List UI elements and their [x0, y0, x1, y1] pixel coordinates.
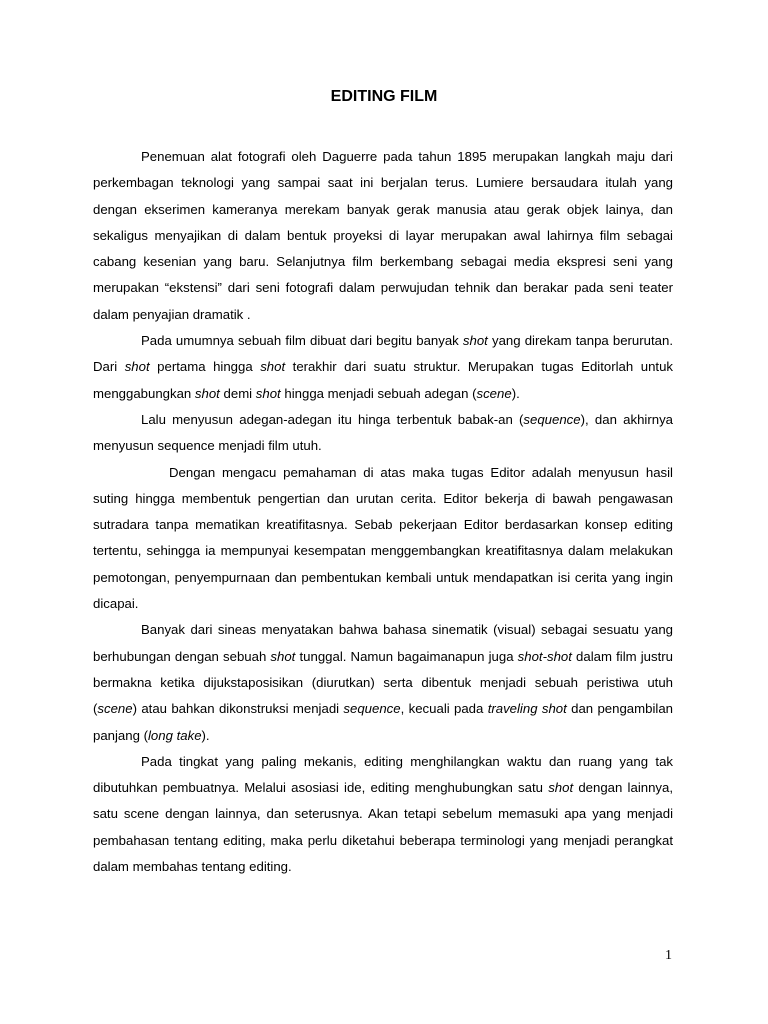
paragraph — [93, 144, 673, 328]
paragraph — [93, 460, 673, 618]
document-body — [93, 144, 673, 880]
italic-term: shot — [462, 333, 488, 349]
italic-term: sequence — [343, 701, 401, 717]
italic-term: sequence — [523, 411, 581, 427]
paragraph — [93, 407, 673, 460]
text-run: terakhir dari suatu struktur. Merupakan tugas Editorlah untuk menggabungkan — [93, 359, 673, 401]
page-number: 1 — [665, 948, 672, 963]
text-run: demi — [219, 385, 256, 401]
paragraph — [93, 749, 673, 880]
text-run: yang direkam tanpa berurutan. Dari — [93, 333, 673, 375]
document-title: EDITING FILM — [330, 88, 438, 105]
italic-term: scene — [97, 701, 133, 717]
text-run: dengan lainnya, satu scene dengan lainnya, dan seterusnya. Akan tetapi sebelum memasuki apa yang menjadi pembahasan tentang editing, maka perlu diketahui beberapa terminologi yang menjadi perangkat dalam membahas tentang editing. — [93, 780, 674, 875]
italic-term: scene — [476, 385, 512, 401]
italic-term: shot — [255, 385, 281, 401]
text-run: pertama hingga — [149, 359, 261, 375]
text-run: ), dan akhirnya menyusun sequence menjadi film utuh. — [93, 411, 674, 454]
text-run: Dengan mengacu pemahaman di atas maka tugas Editor adalah menyusun hasil suting hingga membentuk pengertian dan urutan cerita. Editor bekerja di bawah pengawasan sutradara tanpa mematikan kreatifitasnya. Sebab pekerjaan Editor berdasarkan konsep editing tertentu, sehingga ia mempunyai kesempatan menggembangkan kreatifitasnya dalam melakukan pemotongan, penyempurnaan dan pembentukan kembali untuk mendapatkan isi cerita yang ingin dicapai. — [93, 464, 673, 612]
text-run: ). — [511, 385, 520, 401]
text-run: Pada umumnya sebuah film dibuat dari begitu banyak — [141, 333, 463, 349]
paragraph — [93, 617, 673, 748]
text-run: Banyak dari sineas menyatakan bahwa bahasa sinematik (visual) sebagai sesuatu yang berhubungan dengan sebuah — [93, 622, 673, 664]
text-run: ) atau bahkan dikonstruksi menjadi — [132, 701, 344, 717]
italic-term: shot — [270, 648, 296, 664]
italic-term: long take — [148, 727, 202, 743]
text-run: Pada tingkat yang paling mekanis, editing menghilangkan waktu dan ruang yang tak dibutuhkan pembuatnya. Melalui asosiasi ide, editing menghubungkan satu — [93, 753, 673, 796]
text-run: , kecuali pada — [400, 701, 488, 717]
text-run: hingga menjadi sebuah adegan ( — [280, 385, 477, 401]
italic-term: shot — [194, 385, 220, 401]
italic-term: shot-shot — [517, 648, 572, 664]
text-run: Lalu menyusun adegan-adegan itu hinga terbentuk babak-an ( — [141, 411, 524, 427]
text-run: dan pengambilan panjang ( — [93, 701, 673, 743]
text-run: ). — [201, 727, 210, 743]
text-run: dalam film justru bermakna ketika dijukstaposisikan (diurutkan) serta dibentuk menjadi sebuah peristiwa utuh ( — [93, 648, 674, 717]
italic-term: shot — [260, 359, 286, 375]
italic-term: shot — [548, 780, 574, 796]
italic-term: traveling shot — [487, 701, 567, 717]
text-run: tunggal. Namun bagaimanapun juga — [295, 648, 518, 664]
text-run: Penemuan alat fotografi oleh Daguerre pada tahun 1895 merupakan langkah maju dari perkembagan teknologi yang sampai saat ini berjalan terus. Lumiere bersaudara itulah yang dengan ekserimen kameranya merekam banyak gerak manusia atau gerak objek lainya, dan sekaligus menyajikan di dalam bentuk proyeksi di layar merupakan awal lahirnya film sebagai cabang kesenian yang baru. Selanjutnya film berkembang sebagai media ekspresi seni yang merupakan “ekstensi” dari seni fotografi dalam perwujudan tehnik dan berakar pada seni teater dalam penyajian dramatik . — [93, 149, 673, 322]
italic-term: shot — [124, 359, 150, 375]
paragraph — [93, 328, 673, 407]
